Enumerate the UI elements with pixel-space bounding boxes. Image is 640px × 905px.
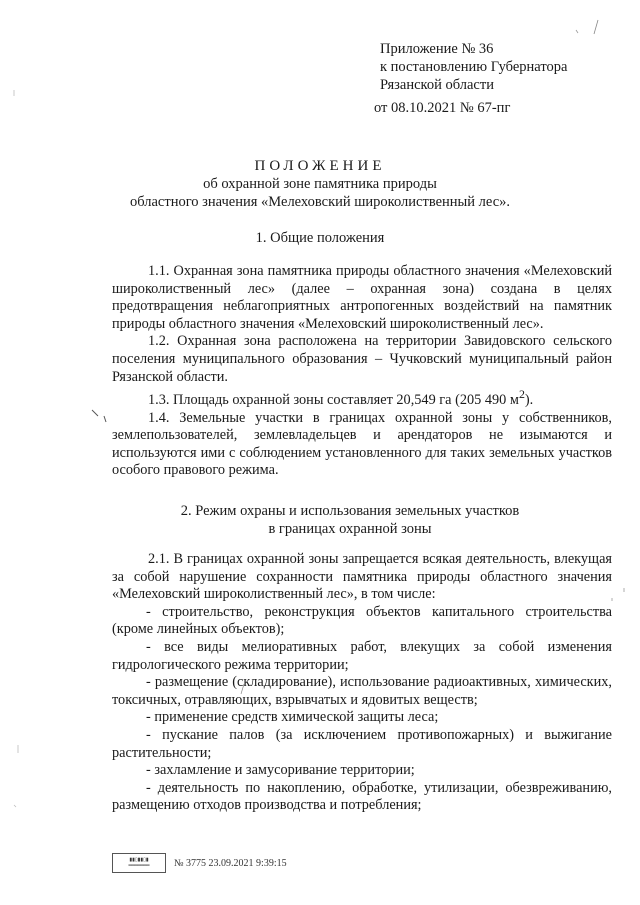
title-subtitle-2: областного значения «Мелеховский широколиственный лес».	[129, 194, 511, 210]
registration-footer	[112, 853, 287, 873]
scan-speck	[14, 805, 16, 807]
paragraph-1-1: 1.1. Охранная зона памятника природы областного значения «Мелеховский широколиственный лес» (далее – охранная зона) создана в целях предотвращения неблагоприятных антропогенных воздействий на памятник природы областного значения «Мелеховский широколиственный лес».	[112, 263, 612, 332]
scan-speck	[594, 20, 598, 34]
section-2-heading	[140, 502, 560, 538]
section-2-heading-line-2: в границах охранной зоны	[268, 521, 432, 537]
title-main: ПОЛОЖЕНИЕ	[254, 158, 386, 174]
list-item: - строительство, реконструкция объектов капитального строительства (кроме линейных объектов);	[112, 603, 612, 638]
superscript: 2	[518, 387, 525, 402]
stamp-logo: ▮▮▯▮▮▯▮ ═══════	[112, 853, 166, 873]
registration-number: № 3775 23.09.2021 9:39:15	[174, 857, 287, 869]
appendix-date: от 08.10.2021 № 67-пг	[374, 100, 511, 116]
list-item: - деятельность по накоплению, обработке, утилизации, обезвреживанию, размещению отходов производства и потребления;	[112, 779, 612, 814]
list-item: - применение средств химической защиты леса;	[146, 709, 439, 726]
list-item: - захламление и замусоривание территории;	[146, 762, 415, 779]
scan-speck	[92, 410, 98, 416]
paragraph-1-2: 1.2. Охранная зона расположена на территории Завидовского сельского поселения муниципального образования – Чучковский муниципальный район Рязанской области.	[112, 333, 612, 385]
appendix-region: Рязанской области	[380, 77, 494, 93]
list-item: - пускание палов (за исключением противопожарных) и выжигание растительности;	[112, 726, 612, 761]
section-2-body	[112, 551, 612, 815]
paragraph-2-1: 2.1. В границах охранной зоны запрещается всякая деятельность, влекущая за собой нарушение сохранности памятника природы областного значения «Мелеховский широколиственный лес», в том числе:	[112, 551, 612, 603]
section-1-body	[112, 263, 612, 480]
list-item: - размещение (складирование), использование радиоактивных, химических, токсичных, отравляющих, взрывчатых и ядовитых веществ;	[112, 674, 612, 708]
scan-speck	[104, 416, 106, 422]
scan-speck	[576, 30, 578, 33]
paragraph-1-3	[112, 386, 612, 409]
paragraph-1-3-text: 1.3. Площадь охранной зоны составляет 20,549 га (205 490 м	[148, 391, 519, 408]
paragraph-1-4: 1.4. Земельные участки в границах охранной зоны у собственников, землепользователей, землевладельцев и арендаторов не изымаются и используются ими с соблюдением установленного для таких земельных участков особого правового режима.	[112, 409, 612, 479]
section-2-heading-line-1: 2. Режим охраны и использования земельных участков	[180, 503, 520, 519]
section-1-heading: 1. Общие положения	[255, 230, 385, 246]
appendix-number: Приложение № 36	[380, 41, 494, 57]
title-subtitle: об охранной зоне памятника природы	[203, 176, 437, 192]
appendix-header	[374, 40, 568, 117]
list-item: - все виды мелиоративных работ, влекущих за собой изменения гидрологического режима территории;	[112, 638, 612, 673]
document-title	[100, 157, 540, 211]
paragraph-1-3-end: ).	[524, 391, 534, 408]
appendix-reference: к постановлению Губернатора	[380, 59, 568, 75]
